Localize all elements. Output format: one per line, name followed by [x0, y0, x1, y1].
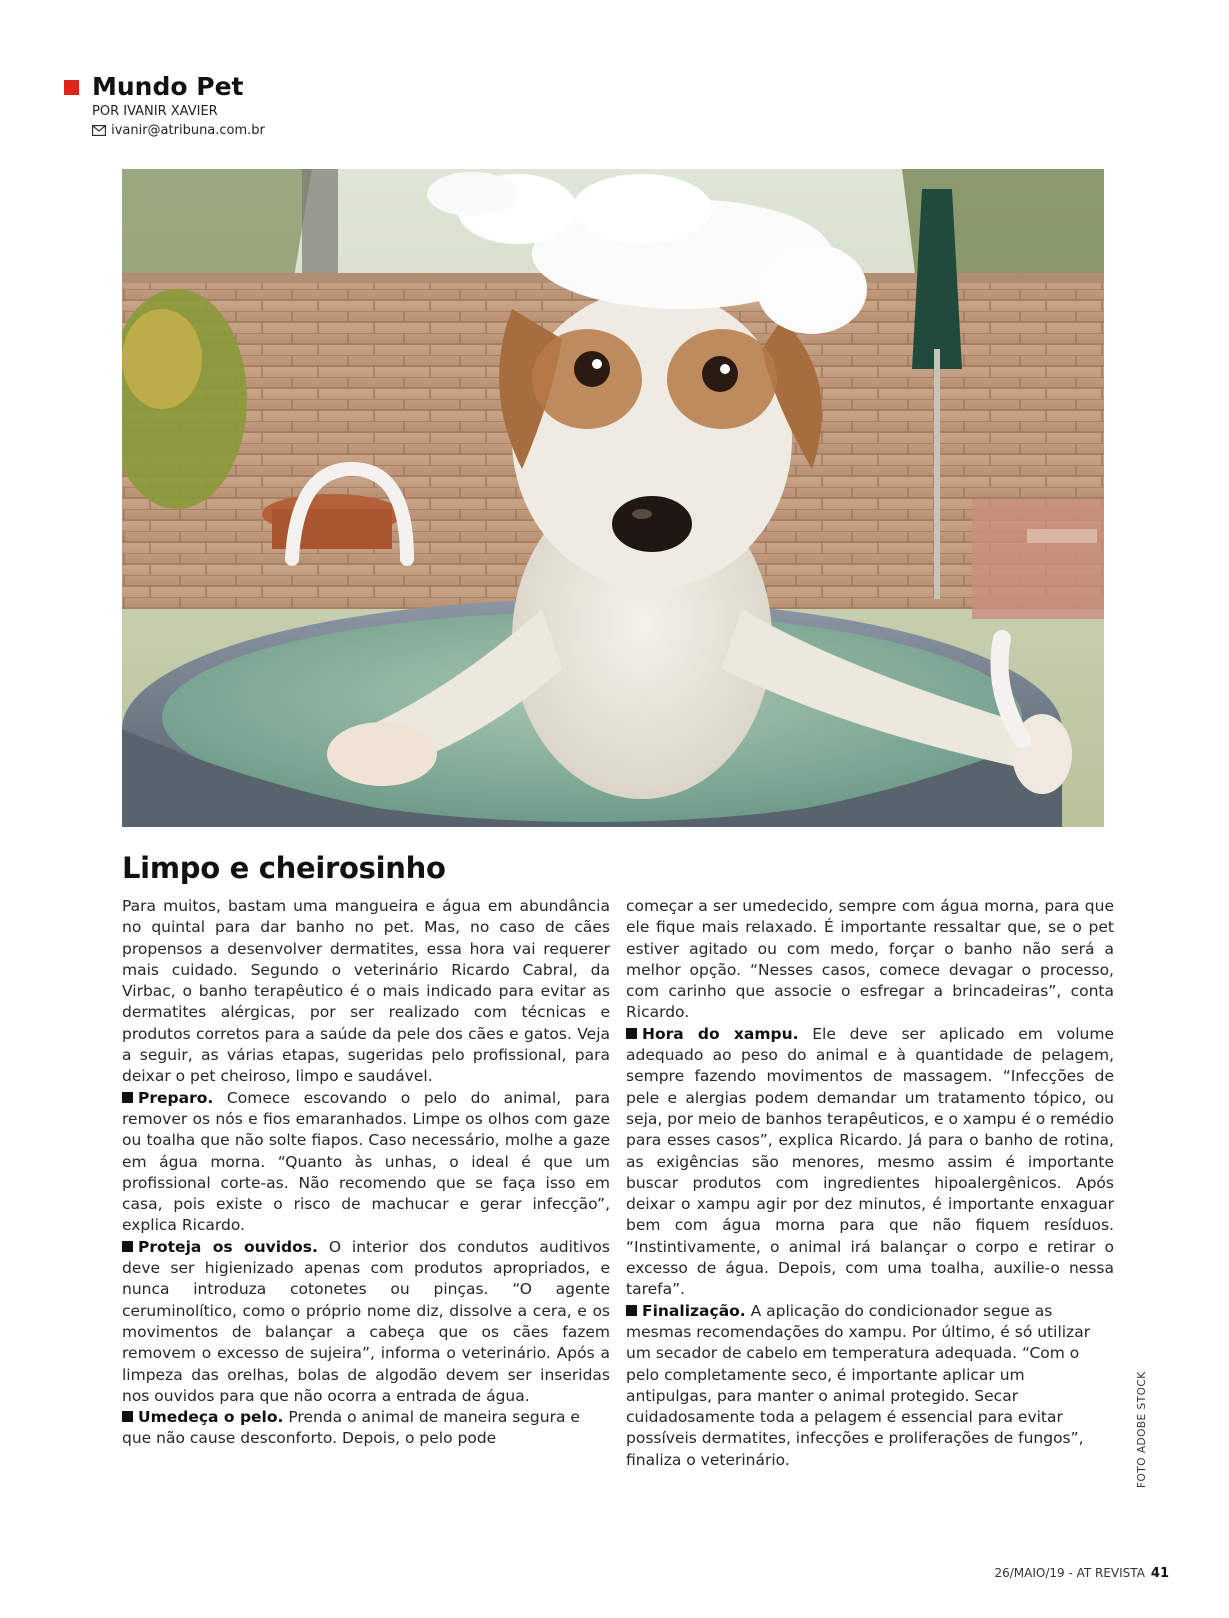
step-paragraph	[626, 1024, 1114, 1301]
bullet-square-icon	[626, 1028, 637, 1039]
photo-credit: FOTO ADOBE STOCK	[1136, 1371, 1148, 1488]
step-lead: Umedeça o pelo.	[138, 1408, 284, 1427]
step-paragraph	[122, 1237, 610, 1407]
step-lead: Preparo.	[138, 1088, 214, 1107]
bullet-square-icon	[122, 1092, 133, 1103]
step-paragraph	[122, 1088, 610, 1237]
dog-bath-photo	[122, 169, 1104, 827]
article-intro: Para muitos, bastam uma mangueira e água em abundância no quintal para dar banho no pet. Mas, no caso de cães propensos a desenvolver dermatites, essa hora vai requerer mais cuidado. Segundo o veterinário Ricardo Cabral, da Virbac, o banho terapêutico é o mais indicado para evitar as dermatites alérgicas, por ser realizado com técnicas e produtos corretos para a saúde da pele dos cães e gatos. Veja a seguir, as várias etapas, sugeridas pelo profissional, para deixar o pet cheiroso, limpo e saudável.	[122, 897, 610, 1086]
article-column-right	[626, 896, 1114, 1471]
step-text: Comece escovando o pelo do animal, para remover os nós e fios emaranhados. Limpe os olhos com gaze ou toalha que não solte fiapos. Caso necessário, molhe a gaze em água morna. “Quanto às unhas, o ideal é que um profissional corte-as. Não recomendo que se faça isso em casa, pois existe o risco de machucar e gerar infecção”, explica Ricardo.	[122, 1088, 610, 1235]
envelope-icon	[92, 125, 106, 136]
bullet-square-icon	[122, 1241, 133, 1252]
step-text: Ele deve ser aplicado em volume adequado ao peso do animal e à quantidade de pelagem, sempre fazendo movimentos de massagem. “Infecções de pele e alergias podem demandar um tratamento tópico, ou seja, por meio de banhos terapêuticos, e o xampu é o remédio para esses casos”, explica Ricardo. Já para o banho de rotina, as exigências são menores, mesmo assim é importante buscar produtos com ingredientes hipoalergênicos. Após deixar o xampu agir por dez minutos, é importante enxaguar bem com água morna para que não fiquem resíduos. “Instintivamente, o animal irá balançar o corpo e retirar o excesso de água. Depois, com uma toalha, auxilie-o nessa tarefa”.	[626, 1024, 1114, 1299]
photo-credit-wrap	[1136, 1370, 1150, 1488]
step-text: A aplicação do condicionador segue as mesmas recomendações do xampu. Por último, é só utilizar um secador de cabelo em temperatura adequada. “Com o pelo completamente seco, é importante aplicar um antipulgas, para manter o animal protegido. Secar cuidadosamente toda a pelagem é essencial para evitar possíveis dermatites, infecções e proliferações de fungos”, finaliza o veterinário.	[626, 1301, 1091, 1469]
bullet-square-icon	[626, 1305, 637, 1316]
section-title: Mundo Pet	[92, 72, 244, 101]
step-paragraph	[626, 1301, 1114, 1471]
author-email-row	[92, 120, 265, 139]
page-footer	[994, 1566, 1169, 1581]
section-marker	[64, 80, 79, 95]
step-lead: Hora do xampu.	[642, 1024, 799, 1043]
continuation-paragraph: começar a ser umedecido, sempre com água morna, para que ele fique mais relaxado. É importante ressaltar que, se o pet estiver agitado ou com medo, forçar o banho não será a melhor opção. “Nesses casos, comece devagar o processo, com carinho que associe o esfregar a brincadeiras”, conta Ricardo.	[626, 897, 1114, 1022]
step-paragraph	[122, 1407, 610, 1450]
author-byline: POR IVANIR XAVIER	[92, 104, 218, 119]
article-column-left	[122, 896, 610, 1450]
article-headline: Limpo e cheirosinho	[122, 851, 446, 885]
issue-info: 26/MAIO/19 - AT REVISTA	[994, 1566, 1145, 1580]
article-photo	[122, 169, 1104, 827]
step-lead: Proteja os ouvidos.	[138, 1237, 318, 1256]
author-email[interactable]: ivanir@atribuna.com.br	[111, 123, 265, 138]
bullet-square-icon	[122, 1411, 133, 1422]
step-lead: Finalização.	[642, 1301, 746, 1320]
step-text: O interior dos condutos auditivos deve ser higienizado apenas com produtos apropriados, e nunca introduza cotonetes ou pinças. “O agente ceruminolítico, como o próprio nome diz, dissolve a cera, e os movimentos de balançar a cabeça que os cães fazem removem o excesso de sujeira”, informa o veterinário. Após a limpeza das orelhas, bolas de algodão devem ser inseridas nos ouvidos para que não ocorra a entrada de água.	[122, 1237, 610, 1405]
step-text: Prenda o animal de maneira segura e que não cause desconforto. Depois, o pelo pode	[122, 1408, 580, 1448]
page-number: 41	[1150, 1566, 1169, 1581]
